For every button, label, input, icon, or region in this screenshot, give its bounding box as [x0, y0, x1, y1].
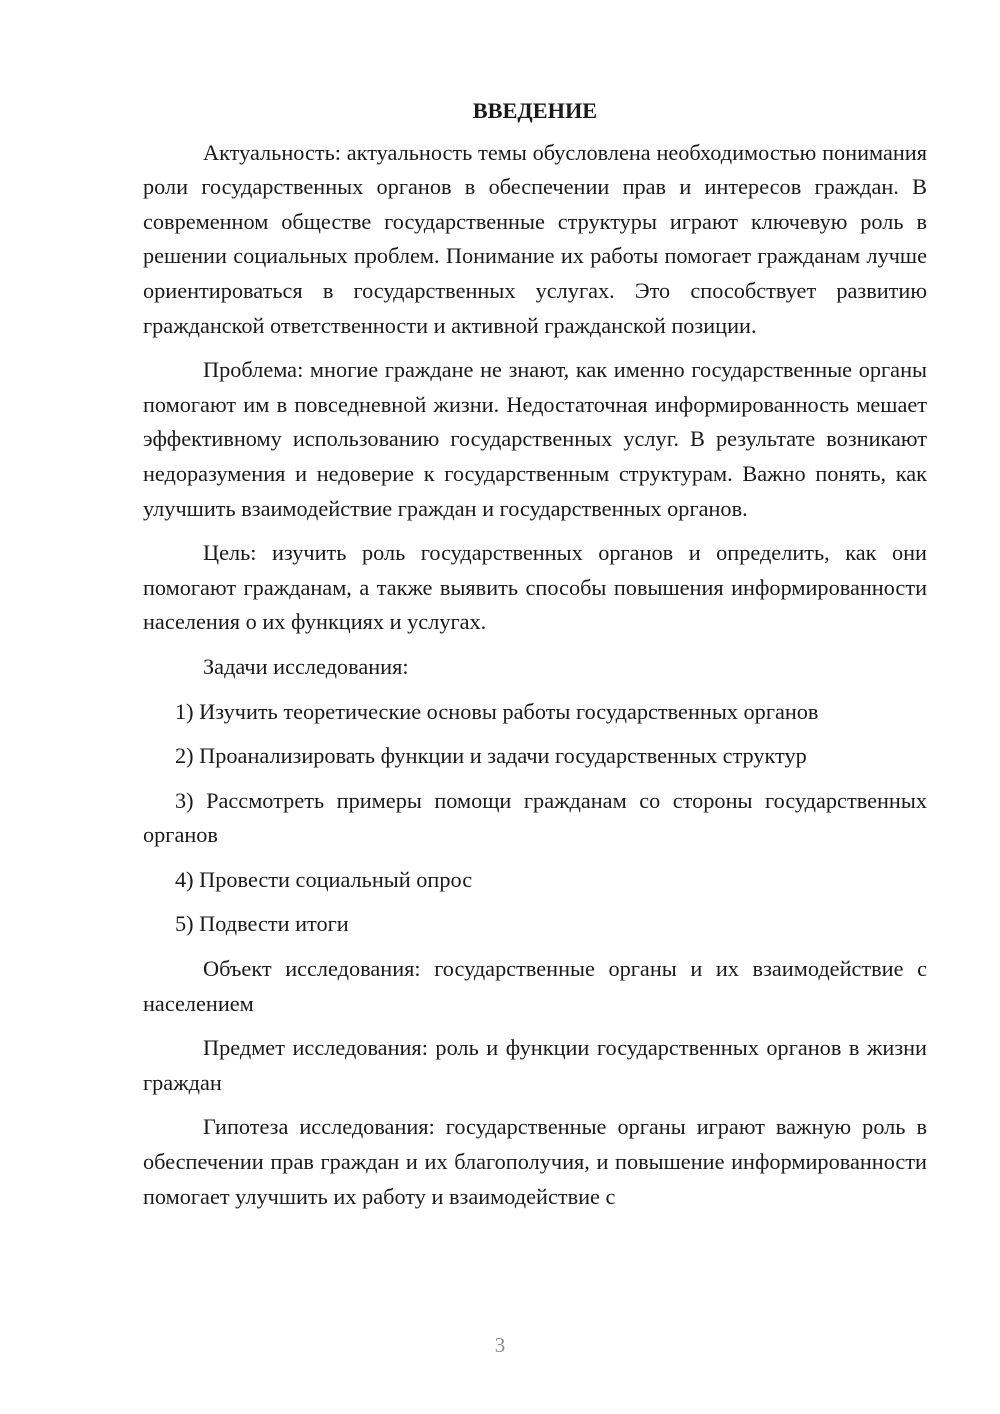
task-item: 3) Рассмотреть примеры помощи гражданам со стороны государственных органов [143, 787, 927, 848]
paragraph-object: Объект исследования: государственные органы и их взаимодействие с населением [143, 956, 927, 1016]
task-item: 1) Изучить теоретические основы работы государственных органов [175, 698, 819, 724]
page-number: 3 [494, 1333, 506, 1357]
paragraph-relevance: Актуальность: актуальность темы обусловлена необходимостью понимания роли государственных органов в обеспечении прав и интересов граждан. В современном обществе государственные структуры играют ключевую роль в решении социальных проблем. Понимание их работы помогает гражданам лучше ориентироваться в государственных услугах. Это способствует развитию гражданской ответственности и активной гражданской позиции. [143, 139, 927, 338]
task-item: 2) Проанализировать функции и задачи государственных структур [175, 743, 807, 769]
paragraph-tasks-heading: Задачи исследования: [203, 653, 409, 679]
paragraph-subject: Предмет исследования: роль и функции государственных органов в жизни граждан [143, 1035, 927, 1095]
task-item: 5) Подвести итоги [175, 911, 349, 937]
page-content [143, 94, 927, 1224]
paragraph-hypothesis: Гипотеза исследования: государственные органы играют важную роль в обеспечении прав граждан и их благополучия, и повышение информированности помогает улучшить их работу и взаимодействие с [143, 1114, 927, 1209]
paragraph-problem: Проблема: многие граждане не знают, как именно государственные органы помогают им в повседневной жизни. Недостаточная информированность мешает эффективному использованию государственных услуг. В результате возникают недоразумения и недоверие к государственным структурам. Важно понять, как улучшить взаимодействие граждан и государственных органов. [143, 357, 927, 521]
section-title: ВВЕДЕНИЕ [472, 98, 598, 123]
paragraph-goal: Цель: изучить роль государственных органов и определить, как они помогают гражданам, а также выявить способы повышения информированности населения о их функциях и услугах. [143, 540, 927, 635]
task-item: 4) Провести социальный опрос [175, 866, 473, 892]
